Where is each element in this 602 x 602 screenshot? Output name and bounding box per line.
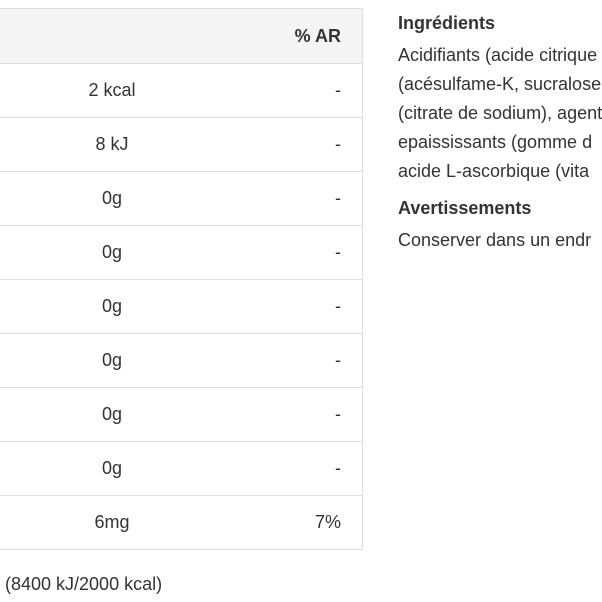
warnings-heading: Avertissements [398,198,532,218]
nutrient-ar: - [335,134,341,154]
ingredients-line: epaississants (gomme d [398,132,593,152]
ingredients-line: (acésulfame-K, sucralose [398,74,602,94]
nutrient-ar: 7% [314,512,341,532]
table-row [0,280,362,334]
table-row [0,226,362,280]
nutrient-value: 2 kcal [88,80,136,100]
nutrient-value: 0g [101,404,123,424]
nutrient-ar: - [335,296,341,316]
nutrition-table [0,8,363,550]
nutrient-ar: - [335,242,341,262]
ingredients-line: Acidifiants (acide citrique [398,45,598,65]
nutrient-value: 8 kJ [95,134,129,154]
table-row [0,64,362,118]
nutrient-ar: - [335,80,341,100]
table-row [0,172,362,226]
ingredients-heading: Ingrédients [398,13,496,33]
table-row [0,118,362,172]
nutrient-value: 0g [101,188,123,208]
nutrient-ar: - [335,350,341,370]
table-row [0,442,362,496]
warnings-line: Conserver dans un endr [398,230,592,250]
nutrient-ar: - [335,458,341,478]
nutrient-value: 0g [101,350,123,370]
table-row [0,496,362,549]
ingredients-line: acide L-ascorbique (vita [398,161,590,181]
table-row [0,388,362,442]
reference-intake-footnote: (8400 kJ/2000 kcal) [5,574,163,594]
column-header-ar: % AR [294,26,341,46]
nutrient-value: 0g [101,242,123,262]
nutrient-value: 0g [101,296,123,316]
nutrient-ar: - [335,404,341,424]
nutrient-value: 0g [101,458,123,478]
nutrient-value: 6mg [94,512,130,532]
nutrient-ar: - [335,188,341,208]
nutrition-table-header [0,9,362,64]
product-details-column [398,11,602,255]
table-row [0,334,362,388]
ingredients-line: (citrate de sodium), agent [398,103,602,123]
